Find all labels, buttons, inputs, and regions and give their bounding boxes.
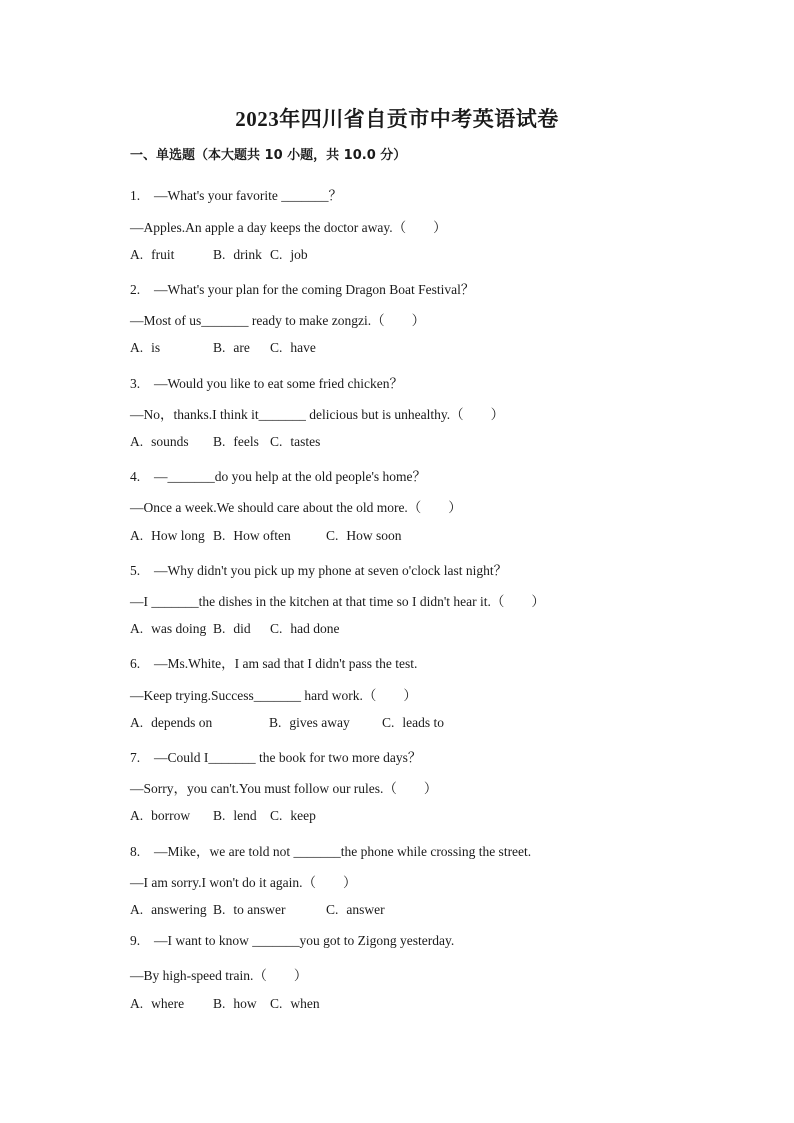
option-letter: A. (130, 247, 144, 262)
option-text: gives away (289, 715, 350, 730)
answer-option[interactable] (213, 621, 251, 637)
option-text: did (233, 621, 251, 636)
option-text: fruit (151, 247, 175, 262)
option-text: answer (346, 902, 385, 917)
option-text: answering (151, 902, 207, 917)
exam-title: 2023年四川省自贡市中考英语试卷 (235, 107, 559, 131)
option-text: where (151, 996, 185, 1011)
answer-option[interactable] (269, 715, 350, 731)
answer-option[interactable] (270, 808, 316, 824)
option-text: feels (233, 434, 259, 449)
dialogue-response: —I am sorry.I won't do it again.（ ） (130, 875, 357, 890)
answer-option[interactable] (130, 340, 160, 356)
option-letter: A. (130, 808, 144, 823)
answer-option[interactable] (130, 902, 207, 918)
question-text: —Would you like to eat some fried chicken？ (154, 376, 403, 391)
answer-option[interactable] (270, 434, 320, 450)
answer-option[interactable] (326, 902, 385, 918)
question-number: 3. (130, 376, 141, 391)
option-text: borrow (151, 808, 191, 823)
dialogue-response: —By high-speed train.（ ） (130, 968, 308, 983)
option-letter: A. (130, 621, 144, 636)
answer-option[interactable] (130, 715, 212, 731)
option-text: to answer (233, 902, 286, 917)
question-text: —What's your favorite _______？ (154, 188, 343, 203)
dialogue-response: —No，thanks.I think it_______ delicious but is unhealthy.（ ） (130, 407, 505, 422)
option-text: are (233, 340, 250, 355)
option-letter: B. (213, 434, 226, 449)
answer-option[interactable] (326, 528, 402, 544)
option-text: drink (233, 247, 262, 262)
option-letter: C. (270, 247, 283, 262)
option-letter: C. (270, 434, 283, 449)
option-text: How long (151, 528, 205, 543)
option-letter: B. (213, 808, 226, 823)
option-letter: C. (270, 340, 283, 355)
question-text: —Could I_______ the book for two more days？ (154, 750, 422, 765)
dialogue-response: —Apples.An apple a day keeps the doctor away.（ ） (130, 220, 447, 235)
option-letter: A. (130, 528, 144, 543)
dialogue-response: —Most of us_______ ready to make zongzi.（ ） (130, 313, 426, 328)
answer-option[interactable] (213, 996, 257, 1012)
question-text: —What's your plan for the coming Dragon Boat Festival？ (154, 282, 475, 297)
question-text: —Ms.White，I am sad that I didn't pass the test. (154, 656, 418, 671)
option-text: is (151, 340, 161, 355)
option-letter: B. (213, 996, 226, 1011)
option-letter: C. (326, 528, 339, 543)
dialogue-response: —Keep trying.Success_______ hard work.（ ） (130, 688, 417, 703)
question-text: —Why didn't you pick up my phone at seven o'clock last night？ (154, 563, 508, 578)
answer-option[interactable] (382, 715, 444, 731)
dialogue-response: —I _______the dishes in the kitchen at that time so I didn't hear it.（ ） (130, 594, 545, 609)
option-text: leads to (402, 715, 445, 730)
option-letter: C. (326, 902, 339, 917)
question-stem (130, 933, 454, 949)
question-stem (130, 746, 421, 766)
option-text: when (290, 996, 320, 1011)
dialogue-response: —Once a week.We should care about the old more.（ ） (130, 500, 462, 515)
option-text: tastes (290, 434, 321, 449)
dialogue-response: —Sorry，you can't.You must follow our rules.（ ） (130, 781, 438, 796)
answer-option[interactable] (130, 996, 184, 1012)
answer-option[interactable] (130, 808, 190, 824)
option-text: had done (290, 621, 340, 636)
question-stem (130, 652, 417, 672)
option-letter: B. (213, 340, 226, 355)
answer-option[interactable] (270, 621, 340, 637)
answer-option[interactable] (130, 247, 174, 263)
option-letter: B. (213, 902, 226, 917)
option-text: lend (233, 808, 257, 823)
option-letter: B. (269, 715, 282, 730)
option-text: have (290, 340, 316, 355)
question-number: 2. (130, 282, 141, 297)
option-text: was doing (151, 621, 207, 636)
option-letter: A. (130, 434, 144, 449)
answer-option[interactable] (213, 247, 262, 263)
answer-option[interactable] (130, 528, 205, 544)
option-letter: C. (382, 715, 395, 730)
question-text: —Mike，we are told not _______the phone while crossing the street. (154, 844, 532, 859)
answer-option[interactable] (213, 528, 291, 544)
question-number: 7. (130, 750, 141, 765)
option-letter: A. (130, 902, 144, 917)
answer-option[interactable] (213, 434, 259, 450)
option-letter: B. (213, 528, 226, 543)
option-letter: A. (130, 340, 144, 355)
option-text: sounds (151, 434, 189, 449)
option-text: how (233, 996, 257, 1011)
answer-option[interactable] (270, 996, 320, 1012)
answer-option[interactable] (213, 808, 257, 824)
question-number: 6. (130, 656, 141, 671)
question-number: 9. (130, 933, 141, 948)
answer-option[interactable] (213, 340, 250, 356)
answer-option[interactable] (270, 340, 316, 356)
option-text: depends on (151, 715, 213, 730)
option-letter: A. (130, 715, 144, 730)
option-letter: C. (270, 621, 283, 636)
option-text: keep (290, 808, 316, 823)
question-stem (130, 278, 474, 298)
option-text: How often (233, 528, 291, 543)
question-stem (130, 840, 531, 860)
question-stem (130, 559, 507, 579)
question-number: 8. (130, 844, 141, 859)
option-letter: B. (213, 247, 226, 262)
answer-option[interactable] (213, 902, 286, 918)
option-text: How soon (346, 528, 402, 543)
question-number: 4. (130, 469, 141, 484)
question-stem (130, 184, 342, 204)
section-heading: 一、单选题（本大题共 10 小题，共 10.0 分） (130, 148, 407, 163)
option-letter: B. (213, 621, 226, 636)
question-stem (130, 372, 403, 392)
option-letter: C. (270, 808, 283, 823)
answer-option[interactable] (130, 434, 189, 450)
answer-option[interactable] (130, 621, 206, 637)
question-text: —I want to know _______you got to Zigong yesterday. (154, 933, 455, 948)
question-number: 5. (130, 563, 141, 578)
option-text: job (290, 247, 308, 262)
option-letter: C. (270, 996, 283, 1011)
option-letter: A. (130, 996, 144, 1011)
answer-option[interactable] (270, 247, 308, 263)
question-number: 1. (130, 188, 141, 203)
question-text: —_______do you help at the old people's home？ (154, 469, 427, 484)
question-stem (130, 465, 426, 485)
